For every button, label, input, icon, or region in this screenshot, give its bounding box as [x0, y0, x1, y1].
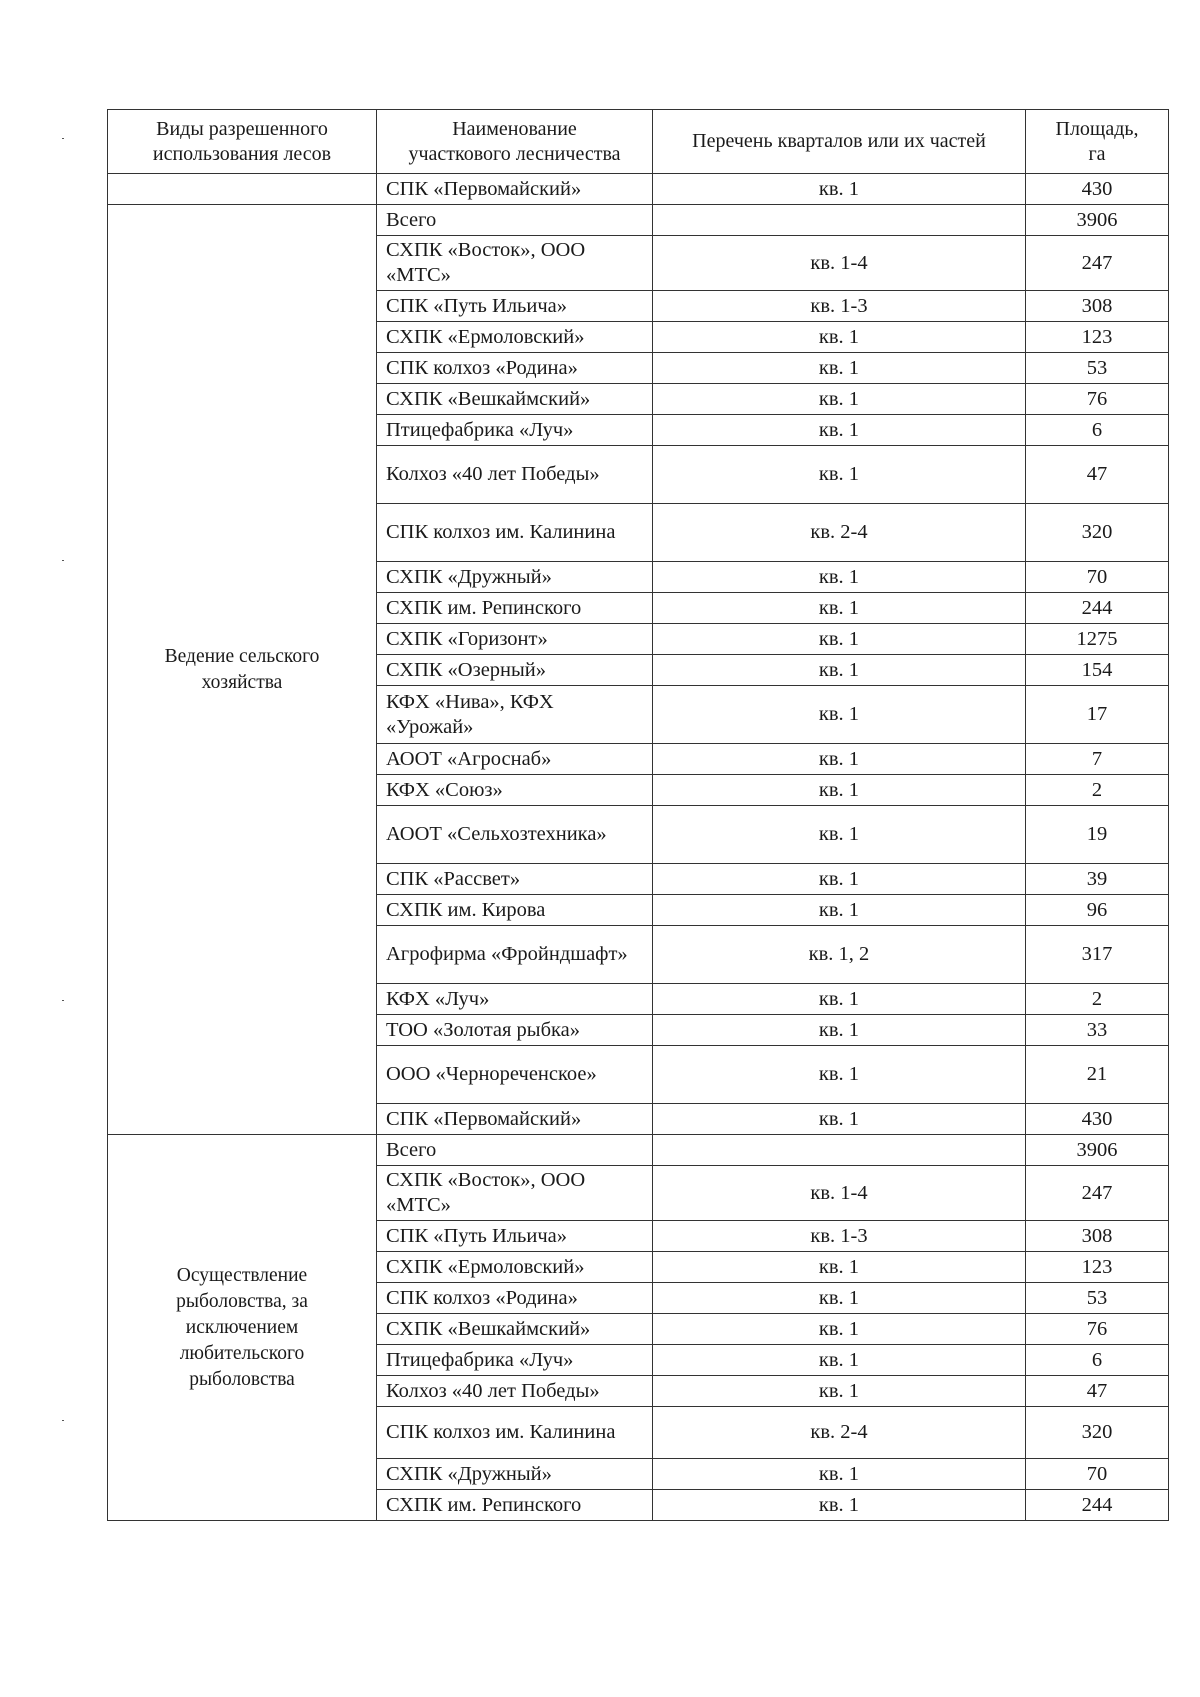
forestry-name-cell: Всего: [377, 1135, 653, 1166]
quarters-cell: кв. 1: [653, 1252, 1026, 1283]
area-cell: 244: [1026, 593, 1169, 624]
quarters-cell: кв. 1: [653, 562, 1026, 593]
forestry-name-cell: СПК «Путь Ильича»: [377, 291, 653, 322]
header-area: Площадь, га: [1026, 110, 1169, 174]
forestry-name-cell: КФХ «Нива», КФХ «Урожай»: [377, 686, 653, 744]
forestry-name-cell: СПК «Первомайский»: [377, 1104, 653, 1135]
quarters-cell: кв. 1: [653, 1345, 1026, 1376]
quarters-cell: кв. 2-4: [653, 1407, 1026, 1459]
quarters-cell: кв. 1: [653, 895, 1026, 926]
quarters-cell: кв. 1: [653, 353, 1026, 384]
forestry-name-cell: СХПК «Дружный»: [377, 562, 653, 593]
quarters-cell: кв. 1-3: [653, 1221, 1026, 1252]
quarters-cell: [653, 1135, 1026, 1166]
forestry-name-cell: КФХ «Луч»: [377, 984, 653, 1015]
quarters-cell: кв. 1-4: [653, 236, 1026, 291]
area-cell: 244: [1026, 1490, 1169, 1521]
forestry-name-cell: СПК колхоз «Родина»: [377, 1283, 653, 1314]
area-cell: 308: [1026, 1221, 1169, 1252]
forestry-name-cell: СПК колхоз им. Калинина: [377, 504, 653, 562]
area-cell: 430: [1026, 1104, 1169, 1135]
area-cell: 76: [1026, 384, 1169, 415]
margin-mark: [62, 1000, 64, 1001]
header-quarters: Перечень кварталов или их частей: [653, 110, 1026, 174]
margin-mark: [62, 138, 64, 139]
area-cell: 17: [1026, 686, 1169, 744]
forestry-name-cell: СХПК им. Репинского: [377, 1490, 653, 1521]
forestry-name-cell: АООТ «Сельхозтехника»: [377, 806, 653, 864]
forestry-name-cell: СХПК «Восток», ООО «МТС»: [377, 1166, 653, 1221]
forestry-name-cell: СПК колхоз «Родина»: [377, 353, 653, 384]
quarters-cell: кв. 1-4: [653, 1166, 1026, 1221]
table-row: [108, 205, 1169, 236]
area-cell: 320: [1026, 504, 1169, 562]
forestry-name-cell: Птицефабрика «Луч»: [377, 1345, 653, 1376]
quarters-cell: кв. 1, 2: [653, 926, 1026, 984]
quarters-cell: кв. 1: [653, 744, 1026, 775]
forestry-name-cell: Всего: [377, 205, 653, 236]
forestry-name-cell: ООО «Чернореченское»: [377, 1046, 653, 1104]
area-cell: 154: [1026, 655, 1169, 686]
quarters-cell: кв. 1: [653, 1376, 1026, 1407]
forestry-name-cell: КФХ «Союз»: [377, 775, 653, 806]
table-body: [108, 174, 1169, 1521]
area-cell: 3906: [1026, 205, 1169, 236]
forestry-name-cell: СХПК «Озерный»: [377, 655, 653, 686]
area-cell: 2: [1026, 775, 1169, 806]
forestry-name-cell: АООТ «Агроснаб»: [377, 744, 653, 775]
quarters-cell: кв. 1: [653, 415, 1026, 446]
area-cell: 19: [1026, 806, 1169, 864]
area-cell: 53: [1026, 353, 1169, 384]
quarters-cell: кв. 1: [653, 864, 1026, 895]
forestry-name-cell: СХПК «Вешкаймский»: [377, 1314, 653, 1345]
margin-mark: [62, 560, 64, 561]
area-cell: 6: [1026, 1345, 1169, 1376]
area-cell: 247: [1026, 236, 1169, 291]
quarters-cell: кв. 1: [653, 806, 1026, 864]
quarters-cell: кв. 1: [653, 624, 1026, 655]
quarters-cell: кв. 1: [653, 655, 1026, 686]
area-cell: 430: [1026, 174, 1169, 205]
quarters-cell: кв. 2-4: [653, 504, 1026, 562]
area-cell: 7: [1026, 744, 1169, 775]
area-cell: 123: [1026, 1252, 1169, 1283]
forestry-name-cell: СПК «Рассвет»: [377, 864, 653, 895]
quarters-cell: кв. 1: [653, 1104, 1026, 1135]
header-name: Наименование участкового лесничества: [377, 110, 653, 174]
margin-mark: [62, 1420, 64, 1421]
quarters-cell: кв. 1: [653, 1046, 1026, 1104]
area-cell: 47: [1026, 446, 1169, 504]
forestry-name-cell: СХПК «Ермоловский»: [377, 1252, 653, 1283]
area-cell: 33: [1026, 1015, 1169, 1046]
forestry-name-cell: СХПК «Ермоловский»: [377, 322, 653, 353]
quarters-cell: кв. 1: [653, 384, 1026, 415]
area-cell: 320: [1026, 1407, 1169, 1459]
quarters-cell: кв. 1: [653, 1490, 1026, 1521]
forestry-name-cell: Колхоз «40 лет Победы»: [377, 446, 653, 504]
forestry-name-cell: СХПК им. Кирова: [377, 895, 653, 926]
header-kind: Виды разрешенного использования лесов: [108, 110, 377, 174]
forestry-name-cell: СХПК «Восток», ООО «МТС»: [377, 236, 653, 291]
forestry-name-cell: ТОО «Золотая рыбка»: [377, 1015, 653, 1046]
area-cell: 96: [1026, 895, 1169, 926]
area-cell: 47: [1026, 1376, 1169, 1407]
area-cell: 123: [1026, 322, 1169, 353]
forestry-name-cell: СХПК им. Репинского: [377, 593, 653, 624]
area-cell: 2: [1026, 984, 1169, 1015]
table-header: [108, 110, 1169, 174]
area-cell: 39: [1026, 864, 1169, 895]
table-row: [108, 174, 1169, 205]
area-cell: 70: [1026, 1459, 1169, 1490]
forestry-name-cell: СХПК «Горизонт»: [377, 624, 653, 655]
forestry-name-cell: СПК колхоз им. Калинина: [377, 1407, 653, 1459]
area-cell: 317: [1026, 926, 1169, 984]
quarters-cell: кв. 1: [653, 686, 1026, 744]
forestry-name-cell: Птицефабрика «Луч»: [377, 415, 653, 446]
area-cell: 1275: [1026, 624, 1169, 655]
use-kind-cell: Осуществление рыболовства, за исключением любительского рыболовства: [108, 1135, 377, 1521]
quarters-cell: [653, 205, 1026, 236]
forestry-name-cell: СХПК «Дружный»: [377, 1459, 653, 1490]
quarters-cell: кв. 1: [653, 446, 1026, 504]
use-kind-cell: Ведение сельского хозяйства: [108, 205, 377, 1135]
quarters-cell: кв. 1: [653, 322, 1026, 353]
area-cell: 247: [1026, 1166, 1169, 1221]
forestry-name-cell: СПК «Путь Ильича»: [377, 1221, 653, 1252]
quarters-cell: кв. 1: [653, 1459, 1026, 1490]
quarters-cell: кв. 1: [653, 593, 1026, 624]
forest-use-table: [107, 109, 1169, 1521]
quarters-cell: кв. 1: [653, 174, 1026, 205]
area-cell: 70: [1026, 562, 1169, 593]
quarters-cell: кв. 1: [653, 1283, 1026, 1314]
forestry-name-cell: СПК «Первомайский»: [377, 174, 653, 205]
area-cell: 53: [1026, 1283, 1169, 1314]
forestry-name-cell: СХПК «Вешкаймский»: [377, 384, 653, 415]
quarters-cell: кв. 1: [653, 1015, 1026, 1046]
use-kind-cell: [108, 174, 377, 205]
area-cell: 6: [1026, 415, 1169, 446]
area-cell: 21: [1026, 1046, 1169, 1104]
forestry-name-cell: Агрофирма «Фройндшафт»: [377, 926, 653, 984]
area-cell: 3906: [1026, 1135, 1169, 1166]
quarters-cell: кв. 1: [653, 1314, 1026, 1345]
quarters-cell: кв. 1: [653, 984, 1026, 1015]
table-row: [108, 1135, 1169, 1166]
quarters-cell: кв. 1: [653, 775, 1026, 806]
quarters-cell: кв. 1-3: [653, 291, 1026, 322]
forestry-name-cell: Колхоз «40 лет Победы»: [377, 1376, 653, 1407]
area-cell: 76: [1026, 1314, 1169, 1345]
area-cell: 308: [1026, 291, 1169, 322]
